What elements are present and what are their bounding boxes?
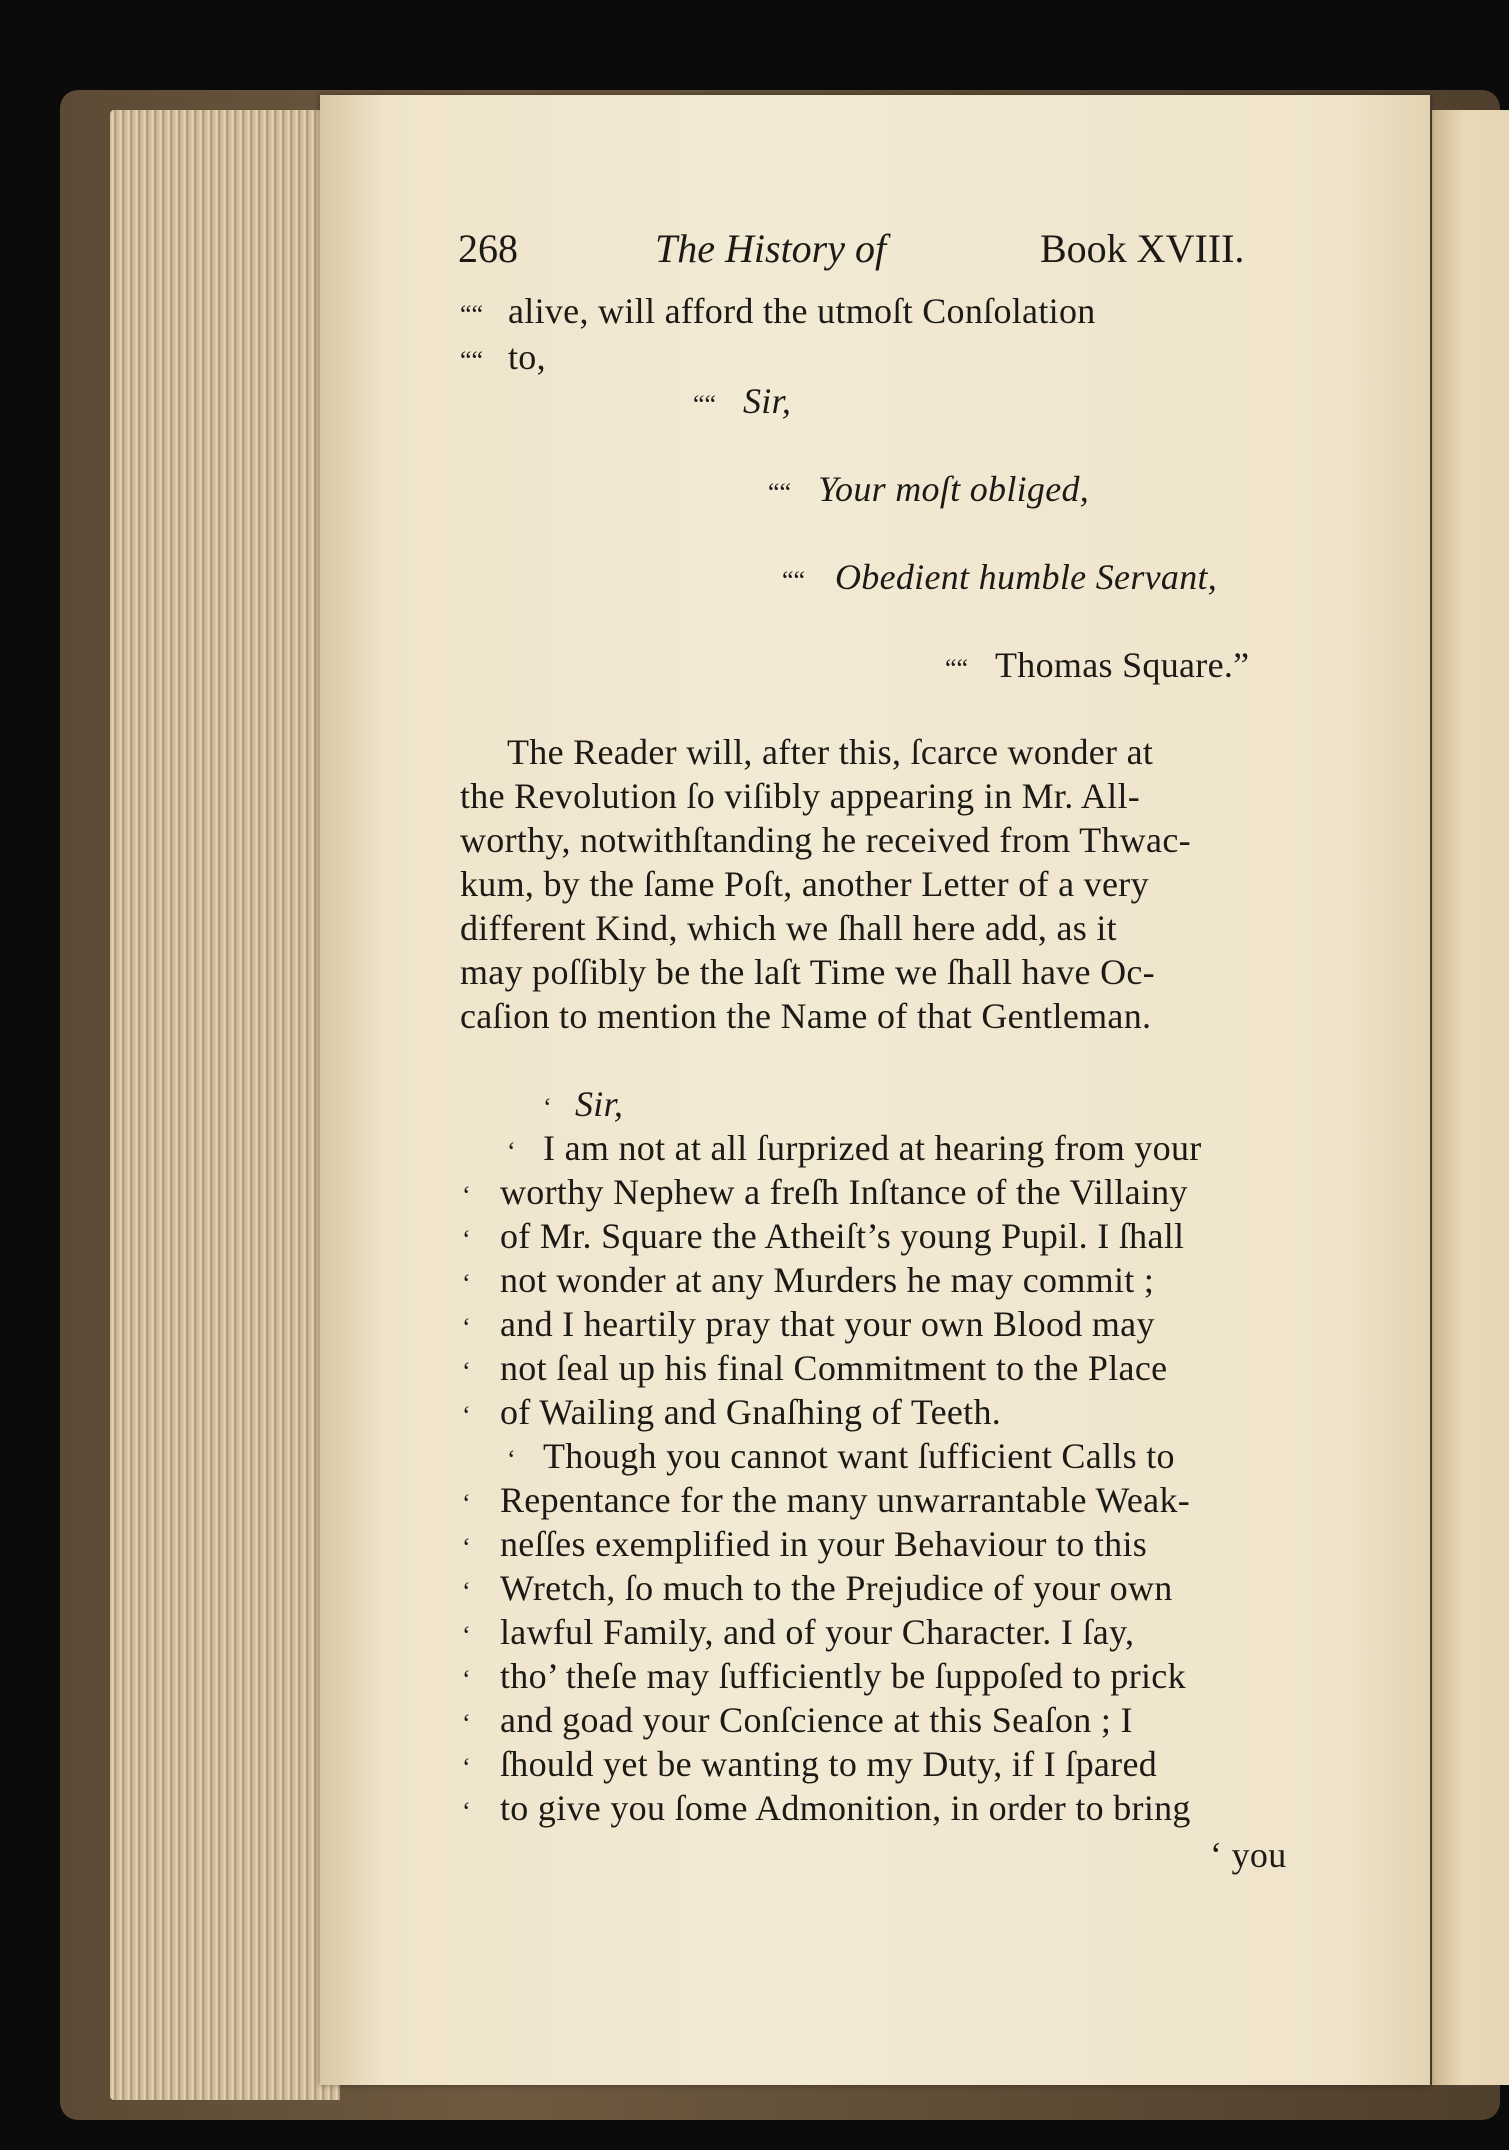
letter-closing: Your moſt obliged,	[818, 469, 1090, 509]
narrative-line: worthy, notwithſtanding he received from Thwac-	[460, 820, 1191, 860]
quote-mark: ‘	[462, 1665, 471, 1694]
letter-line: ſhould yet be wanting to my Duty, if I ſpared	[500, 1744, 1158, 1784]
letter-line: not ſeal up his final Commitment to the Place	[500, 1348, 1168, 1388]
quote-mark: ‘	[462, 1269, 471, 1298]
narrative-line: may poſſibly be the laſt Time we ſhall have Oc-	[460, 952, 1155, 992]
quote-mark: ““	[768, 478, 792, 507]
quote-mark: ““	[460, 300, 484, 329]
quote-mark: ‘	[462, 1489, 471, 1518]
quote-mark: ‘	[462, 1401, 471, 1430]
letter-line: to give you ſome Admonition, in order to bring	[500, 1788, 1191, 1828]
facing-page-edge	[1432, 110, 1509, 2085]
letter-line: Wretch, ſo much to the Prejudice of your own	[500, 1568, 1173, 1608]
quote-mark: ‘	[462, 1357, 471, 1386]
quote-mark: ““	[945, 654, 969, 683]
letter-line: not wonder at any Murders he may commit ;	[500, 1260, 1155, 1300]
letter-line: neſſes exemplified in your Behaviour to this	[500, 1524, 1148, 1564]
letter-line: and I heartily pray that your own Blood may	[500, 1304, 1155, 1344]
quote-mark: ‘	[543, 1093, 552, 1122]
quote-mark: ‘	[462, 1225, 471, 1254]
narrative-line: different Kind, which we ſhall here add, as it	[460, 908, 1117, 948]
letter-line: lawful Family, and of your Character. I ſay,	[500, 1612, 1135, 1652]
letter-line: worthy Nephew a freſh Inſtance of the Villainy	[500, 1172, 1188, 1212]
running-title: The History of	[655, 226, 887, 271]
page-number: 268	[458, 226, 518, 271]
letter-line: of Mr. Square the Atheiſt’s young Pupil. I ſhall	[500, 1216, 1185, 1256]
quote-mark: ‘	[462, 1533, 471, 1562]
quote-mark: ‘	[507, 1137, 516, 1166]
quote-mark: ““	[693, 390, 717, 419]
quote-mark: ‘	[462, 1621, 471, 1650]
quote-mark: ‘	[462, 1577, 471, 1606]
letter-line: of Wailing and Gnaſhing of Teeth.	[500, 1392, 1002, 1432]
letter-signature: Thomas Square.”	[995, 645, 1250, 685]
letter-salutation: Sir,	[743, 381, 792, 421]
quote-mark: ‘	[462, 1181, 471, 1210]
quote-mark: ‘	[462, 1313, 471, 1342]
narrative-line: the Revolution ſo viſibly appearing in Mr. All-	[460, 776, 1141, 816]
narrative-line: The Reader will, after this, ſcarce wonder at	[507, 732, 1154, 772]
quote-mark: ‘	[462, 1709, 471, 1738]
quote-mark: ‘	[462, 1797, 471, 1826]
letter-closing: Obedient humble Servant,	[835, 557, 1218, 597]
quote-mark: ““	[782, 566, 806, 595]
letter-line: tho’ theſe may ſufficiently be ſuppoſed to prick	[500, 1656, 1186, 1696]
letter-salutation: Sir,	[575, 1084, 624, 1124]
quote-mark: ‘	[462, 1753, 471, 1782]
narrative-line: kum, by the ſame Poſt, another Letter of a very	[460, 864, 1149, 904]
book-label: Book XVIII.	[1040, 226, 1245, 271]
quote-mark: ‘	[507, 1445, 516, 1474]
letter-line: and goad your Conſcience at this Seaſon ; I	[500, 1700, 1133, 1740]
narrative-line: caſion to mention the Name of that Gentleman.	[460, 996, 1152, 1036]
letter-line: alive, will afford the utmoſt Conſolation	[508, 291, 1096, 331]
letter-line: Though you cannot want ſufficient Calls to	[543, 1436, 1175, 1476]
page-edges	[110, 110, 340, 2100]
letter-line: I am not at all ſurprized at hearing from your	[543, 1128, 1202, 1168]
catchword: ‘ you	[1210, 1835, 1287, 1875]
letter-line: Repentance for the many unwarrantable Weak-	[500, 1480, 1191, 1520]
letter-line: to,	[508, 337, 546, 377]
quote-mark: ““	[460, 346, 484, 375]
